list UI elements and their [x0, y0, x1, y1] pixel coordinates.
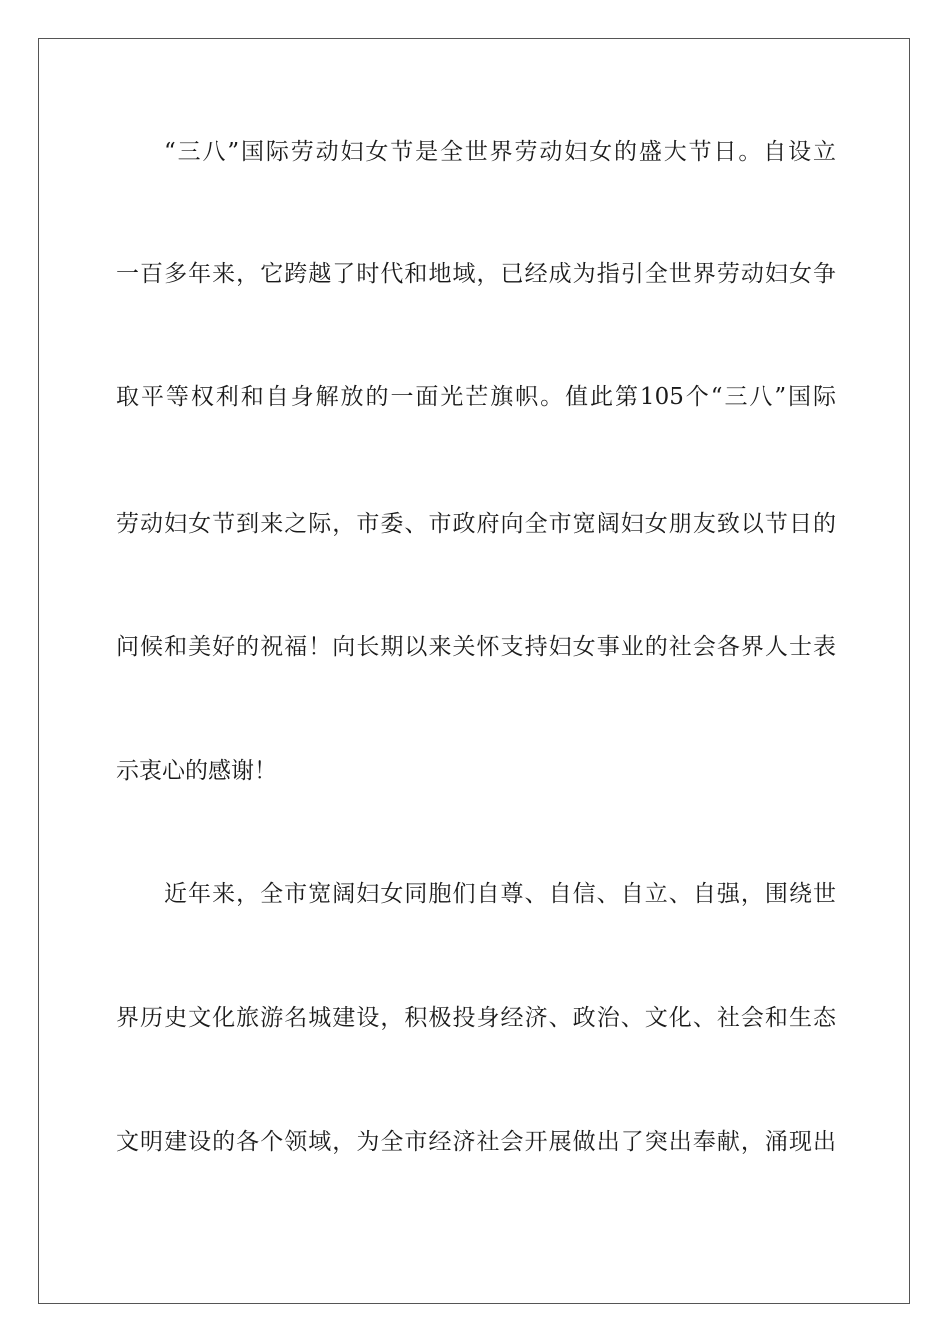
paragraph-1-line-5: 问候和美好的祝福！向长期以来关怀支持妇女事业的社会各界人士表	[116, 634, 836, 660]
document-page	[38, 38, 910, 1304]
paragraph-1-line-4: 劳动妇女节到来之际，市委、市政府向全市宽阔妇女朋友致以节日的	[116, 511, 836, 537]
paragraph-2-line-2: 界历史文化旅游名城建设，积极投身经济、政治、文化、社会和生态	[116, 1005, 836, 1031]
paragraph-1-line-6: 示衷心的感谢！	[116, 758, 277, 784]
paragraph-1-line-1: “三八”国际劳动妇女节是全世界劳动妇女的盛大节日。自设立	[164, 139, 836, 165]
paragraph-1-line-2: 一百多年来，它跨越了时代和地域，已经成为指引全世界劳动妇女争	[116, 261, 836, 287]
paragraph-2-line-3: 文明建设的各个领域，为全市经济社会开展做出了突出奉献，涌现出	[116, 1129, 836, 1155]
paragraph-1-line-3: 取平等权利和自身解放的一面光芒旗帜。值此第105个“三八”国际	[116, 384, 836, 410]
paragraph-2-line-1: 近年来，全市宽阔妇女同胞们自尊、自信、自立、自强，围绕世	[164, 881, 836, 907]
